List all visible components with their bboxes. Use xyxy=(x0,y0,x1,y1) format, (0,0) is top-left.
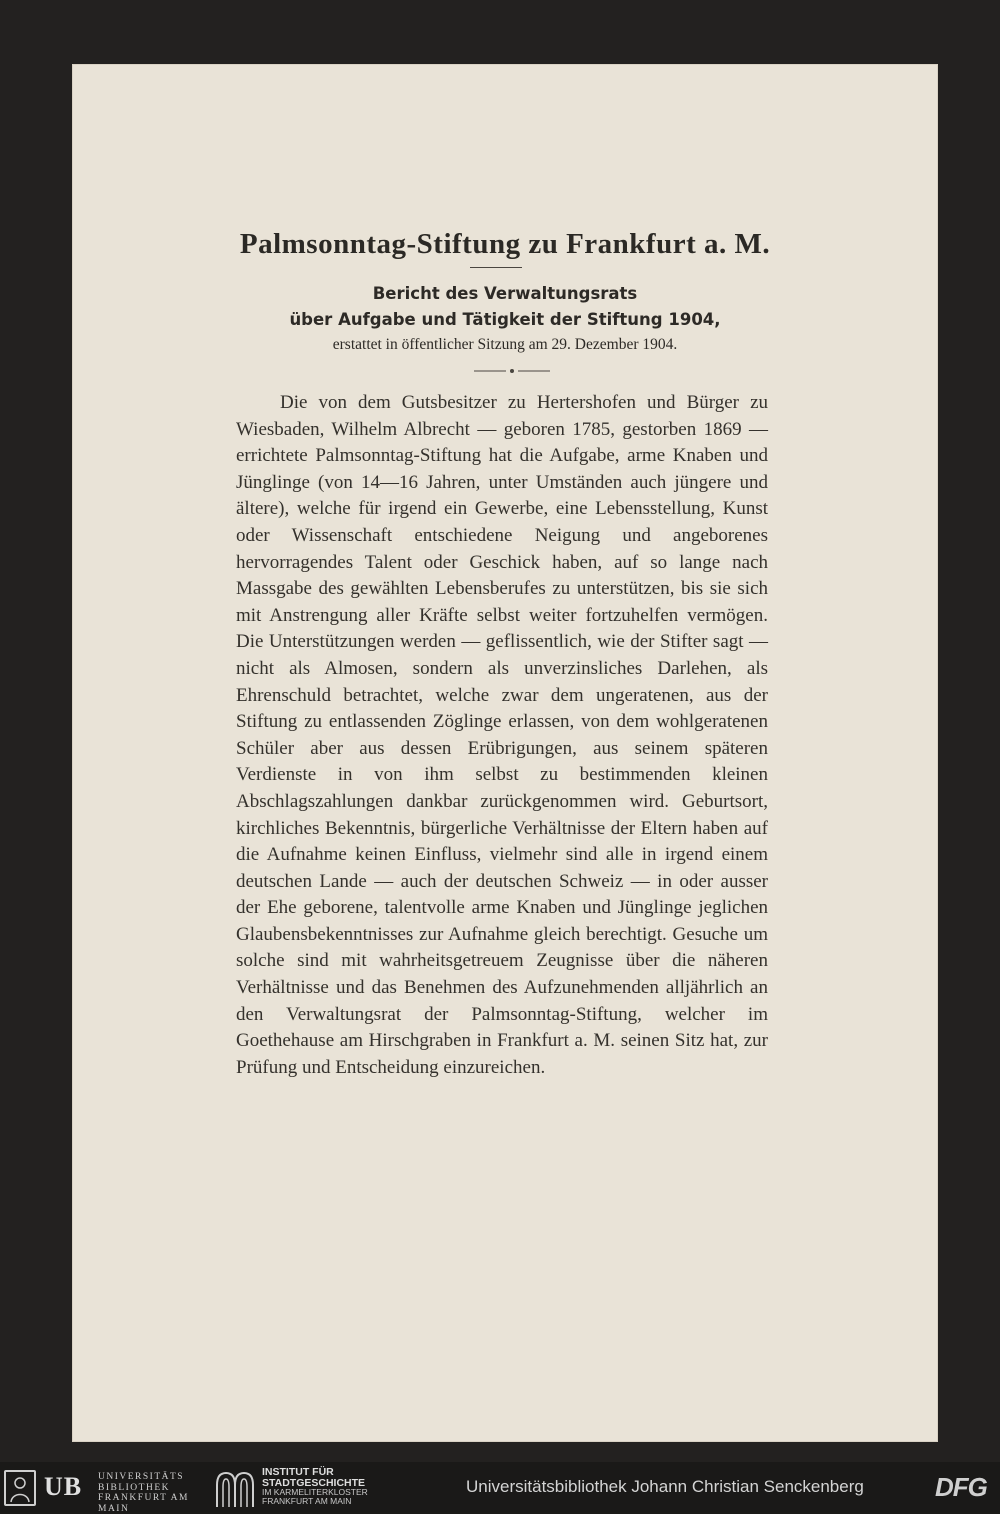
footer-bar xyxy=(0,1462,1000,1512)
institut-line-3: IM KARMELITERKLOSTER xyxy=(262,1487,368,1497)
institut-line-4: FRANKFURT AM MAIN xyxy=(262,1496,352,1506)
document-title: Palmsonntag-Stiftung zu Frankfurt a. M. xyxy=(239,228,771,260)
institut-line-2: STADTGESCHICHTE xyxy=(262,1476,366,1489)
ub-logo-text xyxy=(98,1472,204,1514)
cloister-arch-icon xyxy=(214,1469,254,1509)
ub-line-1: UNIVERSITÄTS xyxy=(98,1472,185,1482)
document-page xyxy=(72,64,938,1442)
institut-logo[interactable] xyxy=(214,1467,414,1509)
ub-library-logo[interactable] xyxy=(4,1470,204,1514)
seal-icon xyxy=(4,1470,36,1506)
ub-mark: UB xyxy=(44,1472,83,1501)
ub-line-2: BIBLIOTHEK xyxy=(98,1482,170,1493)
report-heading: Bericht des Verwaltungsrats xyxy=(372,284,638,303)
institut-line-1: INSTITUT FÜR xyxy=(262,1466,334,1478)
body-paragraph: Die von dem Gutsbesitzer zu Hertershofen und Bürger zu Wiesbaden, Wilhelm Albrecht — geboren 1785, gestorben 1869 — errichtete Palmsonntag-Stiftung hat die Aufgabe, arme Knaben und Jünglinge (von 14—16 Jahren, unter Umständen auch jüngere und ältere), welche für irgend ein Gewerbe, eine Lebensstellung, Kunst oder Wissenschaft entschiedene Neigung und angeborenes hervorragendes Talent oder Geschick haben, auf so lange nach Massgabe des gewählten Lebensberufes zu unterstützen, bis sie sich mit Anstrengung aller Kräfte selbst weiter fortzuhelfen vermögen. Die Unterstützungen werden — geflissentlich, wie der Stifter sagt — nicht als Almosen, sondern als unverzinsliches Darlehen, als Ehrenschuld betrachtet, welche zwar dem ungeratenen, aus der Stiftung zu entlassenden Zöglinge erlassen, von dem wohlgeratenen Schüler aber aus dessen Erübrigungen, aus seinem späteren Verdienste in von ihm selbst zu bestimmenden kleinen Abschlagszahlungen dankbar zurückgenommen wird. Geburtsort, kirchliches Bekenntnis, bürgerliche Verhältnisse der Eltern haben auf die Aufnahme keinen Einfluss, vielmehr sind alle in irgend einem deutschen Lande — auch der deutschen Schweiz — in oder ausser der Ehe geborene, talentvolle arme Knaben und Jünglinge jeglichen Glaubensbekenntnisses zur Aufnahme gleich berechtigt. Gesuche um solche sind mit wahrheitsgetreuem Zeugnisse über die näheren Verhältnisse und das Benehmen des Aufzunehmenden alljährlich an den Verwaltungsrat der Palmsonntag-Stiftung, welcher im Goethehause am Hirschgraben in Frankfurt a. M. seinen Sitz hat, zur Prüfung und Entscheidung einzureichen. xyxy=(236,392,768,1078)
report-subheading: über Aufgabe und Tätigkeit der Stiftung 1904, xyxy=(289,310,721,329)
library-name-link[interactable]: Universitätsbibliothek Johann Christian Senckenberg xyxy=(466,1477,864,1496)
report-date-line: erstattet in öffentlicher Sitzung am 29. Dezember 1904. xyxy=(332,336,678,353)
institut-logo-text xyxy=(262,1467,368,1506)
dfg-logo[interactable]: DFG xyxy=(935,1472,987,1502)
title-divider xyxy=(470,267,522,268)
ub-line-3: FRANKFURT AM MAIN xyxy=(98,1493,189,1514)
ornament-divider xyxy=(474,368,550,374)
